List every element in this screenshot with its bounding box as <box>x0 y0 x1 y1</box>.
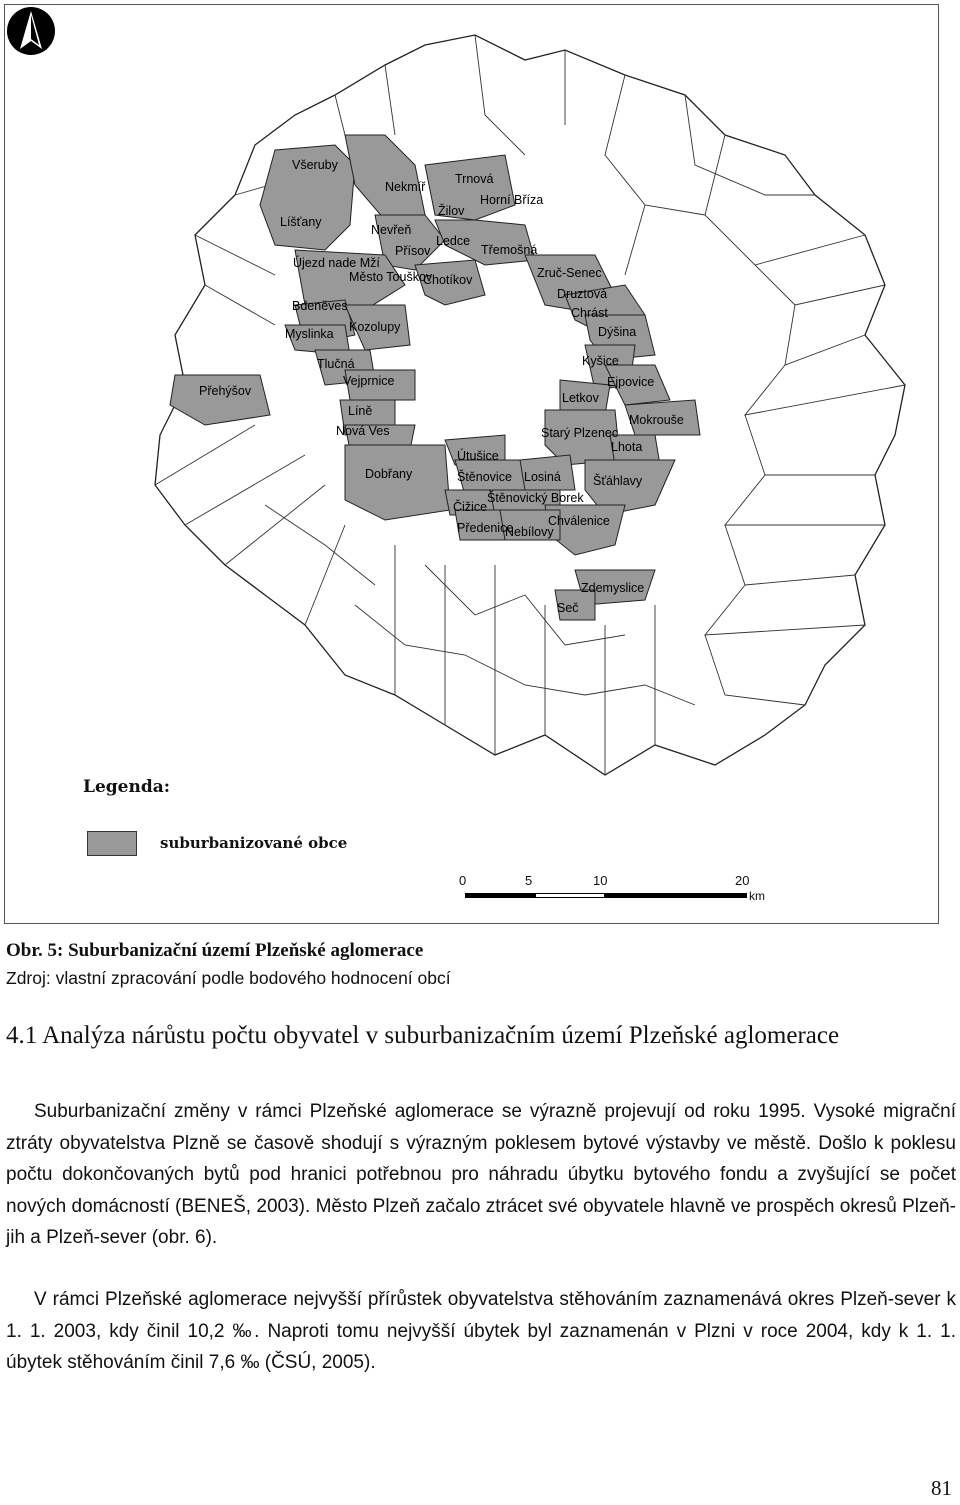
label-horni-briza: Horní Bříza <box>480 193 544 207</box>
label-chvalenice: Chválenice <box>548 514 610 528</box>
label-tremosna: Třemošná <box>481 243 538 257</box>
label-tlucna: Tlučná <box>317 357 355 371</box>
label-ledce: Ledce <box>436 234 471 248</box>
label-utusice: Útušice <box>457 449 499 463</box>
scale-unit: km <box>749 889 765 903</box>
label-line: Líně <box>348 404 373 418</box>
label-vseruby: Všeruby <box>292 158 338 172</box>
label-dysina: Dýšina <box>598 325 637 339</box>
label-stenovicky-borek: Štěnovický Borek <box>487 491 584 505</box>
label-nova-ves: Nová Ves <box>336 424 390 438</box>
label-zruc-senec: Zruč-Senec <box>537 266 602 280</box>
label-mesto-touskov: Město Touškov <box>349 270 433 284</box>
label-druztova: Druztová <box>557 287 608 301</box>
label-trnova: Trnová <box>455 172 494 186</box>
scale-segments <box>465 893 747 898</box>
label-cizice: Čižice <box>453 500 488 514</box>
label-myslinka: Myslinka <box>285 327 334 341</box>
legend-swatch <box>87 831 137 856</box>
label-stenovice: Štěnovice <box>457 470 512 484</box>
label-kozolupy: Kozolupy <box>349 320 401 334</box>
scale-segment <box>605 893 747 898</box>
section-heading: 4.1 Analýza nárůstu počtu obyvatel v suburbanizačním území Plzeňské aglomerace <box>6 1022 840 1049</box>
scale-bar <box>455 873 785 913</box>
scale-segment <box>465 893 535 898</box>
label-stahlavy: Šťáhlavy <box>593 474 643 488</box>
label-mokrouse: Mokrouše <box>629 413 684 427</box>
label-lhota: Lhota <box>611 440 643 454</box>
label-predenice: Předenice <box>457 521 514 535</box>
label-nebilovy: Nebílovy <box>505 525 554 539</box>
paragraph: V rámci Plzeňské aglomerace nejvyšší přírůstek obyvatelstva stěhováním zaznamenává okres Plzeň-sever k 1. 1. 2003, kdy činil 10,2 ‰. Naproti tomu nejvyšší úbytek byl zaznamenán v Plzni v roce 2004, kdy k 1. 1. úbytek stěhováním činil 7,6 ‰ (ČSÚ, 2005). <box>6 1289 956 1373</box>
legend-title: Legenda: <box>83 777 171 797</box>
label-prehysov: Přehýšov <box>199 384 252 398</box>
legend-item-label: suburbanizované obce <box>160 834 348 852</box>
label-stary-plzenec: Starý Plzenec <box>541 426 619 440</box>
scale-tick-label: 20 <box>735 873 750 888</box>
label-nekmir: Nekmíř <box>385 180 426 194</box>
label-chrast: Chrást <box>571 306 608 320</box>
label-zilov: Žilov <box>438 204 465 218</box>
label-vejprnice: Vejprnice <box>343 374 395 388</box>
scale-tick-label: 10 <box>593 873 608 888</box>
scale-tick-label: 0 <box>459 873 467 888</box>
scale-tick-label: 5 <box>525 873 533 888</box>
figure-caption: Obr. 5: Suburbanizační území Plzeňské aglomerace <box>6 940 424 961</box>
north-arrow-icon <box>5 5 57 57</box>
scale-segment <box>535 893 605 898</box>
map-figure <box>4 4 939 924</box>
label-sec: Seč <box>557 601 579 615</box>
label-bdeneves: Bdeněves <box>292 299 348 313</box>
label-ujezd: Újezd nade Mží <box>293 256 380 270</box>
paragraph: Suburbanizační změny v rámci Plzeňské aglomerace se výrazně projevují od roku 1995. Vysoké migrační ztráty obyvatelstva Plzně se časově shodují s výrazným poklesem bytové výstavby ve městě. Došlo k poklesu počtu dokončovaných bytů pod hranici potřebnou pro náhradu úbytku bytového fondu a zvyšující se počet nových domácností (BENEŠ, 2003). Město Plzeň začalo ztrácet své obyvatele hlavně ve prospěch okresů Plzeň-jih a Plzeň-sever (obr. 6). <box>6 1101 956 1248</box>
label-losina: Losiná <box>524 470 561 484</box>
label-zdemyslice: Zdemyslice <box>581 581 645 595</box>
label-nevren: Nevřeň <box>371 223 412 237</box>
label-prisov: Přísov <box>395 244 431 258</box>
label-chotikov: Chotíkov <box>423 273 473 287</box>
label-ejpovice: Ejpovice <box>607 375 655 389</box>
label-kysice: Kyšice <box>582 354 619 368</box>
figure-source: Zdroj: vlastní zpracování podle bodového hodnocení obcí <box>6 968 451 988</box>
label-listany: Líšťany <box>280 215 322 229</box>
label-dobrany: Dobřany <box>365 467 413 481</box>
label-letkov: Letkov <box>562 391 599 405</box>
page-number: 81 <box>931 1476 952 1500</box>
